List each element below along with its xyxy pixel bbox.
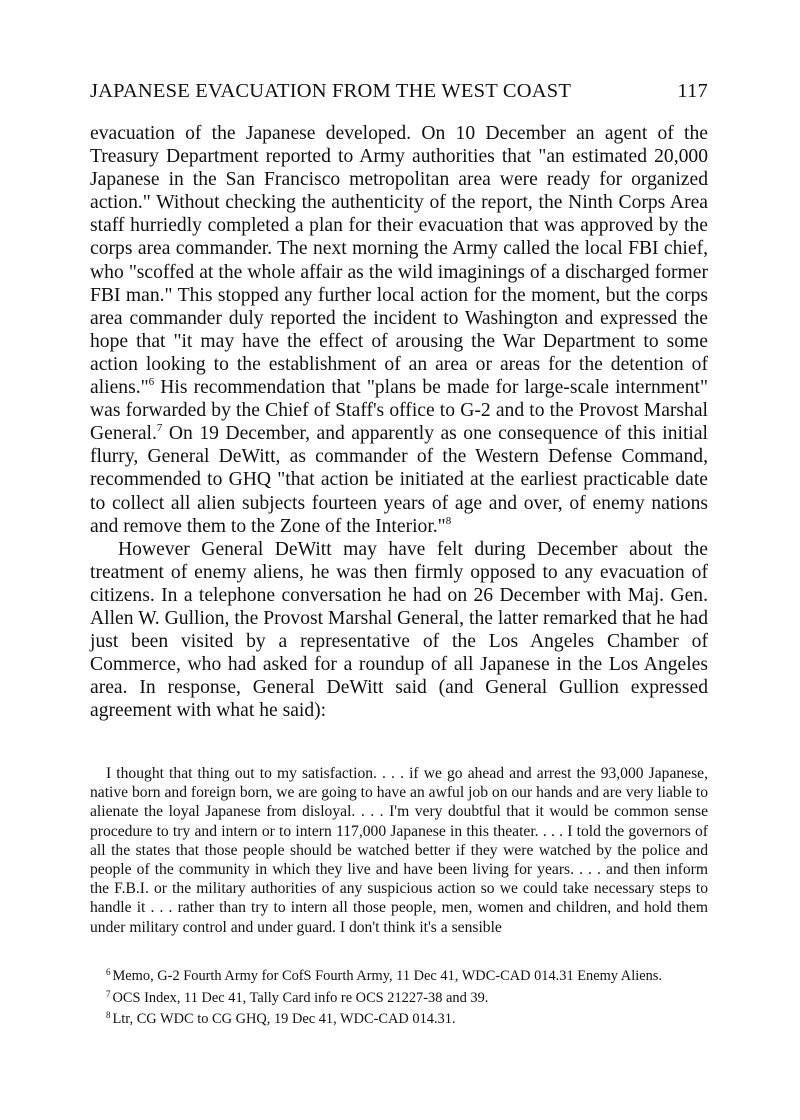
footnote-7-text: OCS Index, 11 Dec 41, Tally Card info re OCS 21227-38 and 39. [112,989,489,1006]
paragraph-1-part-1: evacuation of the Japanese developed. On 10 December an agent of the Treasury Department reported to Army authorities that "an estimated 20,000 Japanese in the San Francisco metropolitan area were ready for organized action." Without checking the authenticity of the report, the Ninth Corps Area staff hurriedly completed a plan for their evacuation that was approved by the corps area commander. The next morning the Army called the local FBI chief, who "scoffed at the whole affair as the wild imaginings of a discharged former FBI man." This stopped any further local action for the moment, but the corps area commander duly reported the incident to Washington and expressed the hope that "it may have the effect of arousing the War Department to some action looking to the establishment of an area or areas for the detention of aliens." [90,123,708,399]
footnote-6-marker: 6 [106,967,111,977]
paragraph-2: However General DeWitt may have felt during December about the treatment of enemy aliens, he was then firmly opposed to any evacuation of citizens. In a telephone conversation he had on 26 December with Maj. Gen. Allen W. Gullion, the Provost Marshal General, the latter remarked that he had just been visited by a representative of the Los Angeles Chamber of Commerce, who had asked for a roundup of all Japanese in the Los Angeles area. In response, General DeWitt said (and General Gullion expressed agreement with what he said): [90,538,708,722]
body-text [90,122,708,722]
quotation-text: I thought that thing out to my satisfaction. . . . if we go ahead and arrest the 93,000 Japanese, native born and foreign born, we are going to have an awful job on our hands and are very liable to alienate the loyal Japanese from disloyal. . . . I'm very doubtful that it would be common sense procedure to try and intern or to intern 117,000 Japanese in this theater. . . . I told the governors of all the states that those people should be watched better if they were watched by the police and people of the community in which they live and have been living for years. . . . and then inform the F.B.I. or the military authorities of any suspicious action so we could take necessary steps to handle it . . . rather than try to intern all those people, men, women and children, and hold them under military control and under guard. I don't think it's a sensible [90,765,708,936]
footnote-8 [90,1007,708,1029]
footnote-ref-8: 8 [445,514,452,527]
footnote-8-text: Ltr, CG WDC to CG GHQ, 19 Dec 41, WDC-CAD 014.31. [112,1011,456,1027]
footnote-ref-7: 7 [156,422,163,435]
footnote-7 [90,986,708,1008]
footnotes [90,964,708,1029]
paragraph-1 [90,122,708,538]
footnote-8-marker: 8 [106,1010,111,1020]
paragraph-1-part-3: On 19 December, and apparently as one consequence of this initial flurry, General DeWitt, as commander of the Western Defense Command, recommended to GHQ "that action be initiated at the earliest practicable date to collect all alien subjects fourteen years of age and over, of enemy nations and remove them to the Zone of the Interior." [90,423,708,537]
footnote-ref-6: 6 [148,376,155,389]
running-title: JAPANESE EVACUATION FROM THE WEST COAST [90,80,572,102]
footnote-6 [90,964,708,986]
block-quotation [90,764,708,937]
footnote-7-marker: 7 [106,988,111,999]
page-number: 117 [677,80,708,102]
paragraph-1-part-2: His recommendation that "plans be made for large-scale internment" was forwarded by the Chief of Staff's office to G-2 and to the Provost Marshal General. [90,377,708,445]
footnote-6-text: Memo, G-2 Fourth Army for CofS Fourth Army, 11 Dec 41, WDC-CAD 014.31 Enemy Aliens. [112,968,662,984]
running-head [90,80,708,103]
